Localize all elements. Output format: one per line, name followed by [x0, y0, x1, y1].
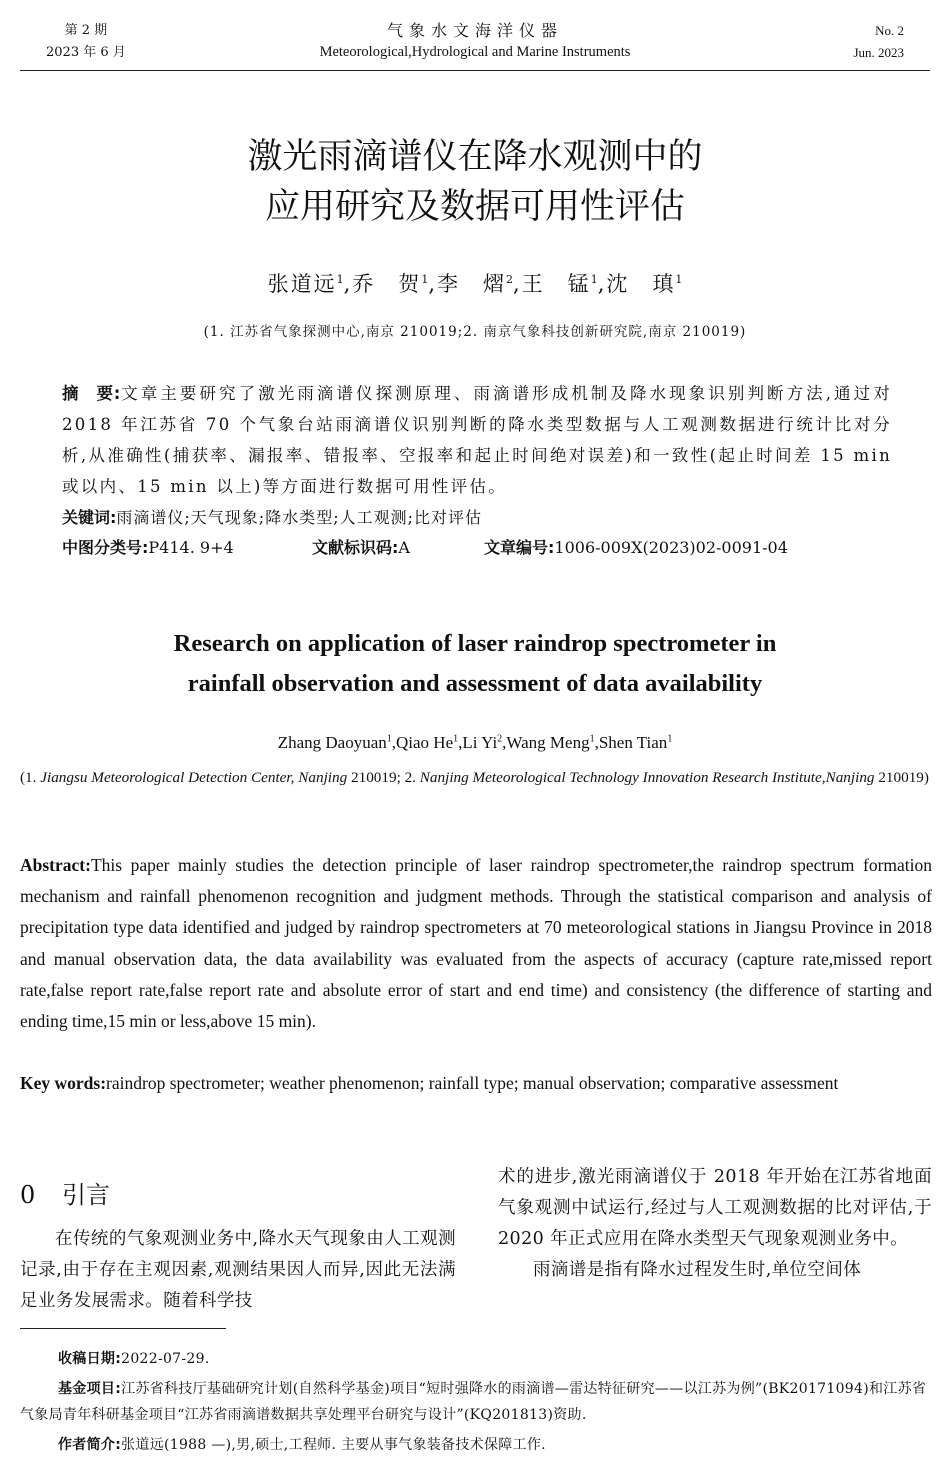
funding-text: 江苏省科技厅基础研究计划(自然科学基金)项目“短时强降水的雨滴谱—雷达特征研究——以江苏为例”(BK20171094)和江苏省气象局青年科研基金项目“江苏省雨滴谱数据共享处理平台研究与设计”(KQ201813)资助. [20, 1381, 927, 1423]
author-en: Qiao He [396, 733, 454, 752]
author-list-cn [0, 268, 950, 298]
author-affil-marker: 1 [590, 273, 598, 286]
affiliations-en [20, 764, 932, 792]
issue-number-cn: 第 2 期 [64, 23, 108, 38]
abstract-text-cn: 文章主要研究了激光雨滴谱仪探测原理、雨滴谱形成机制及降水现象识别判断方法,通过对 2018 年江苏省 70 个气象台站雨滴谱仪识别判断的降水类型数据与人工观测数据进行统计比对分析,从准确性(捕获率、漏报率、错报率、空报率和起止时间绝对误差)和一致性(起止时间差 15 min 或以内、15 min 以上)等方面进行数据可用性评估。 [62, 384, 892, 496]
author-separator: , [597, 272, 607, 296]
section-title: 引言 [62, 1181, 110, 1209]
author-cn: 沈 瑱 [606, 272, 676, 296]
clc-value: P414. 9+4 [148, 538, 234, 557]
affil-en-institution-2: Nanjing Meteorological Technology Innovation Research Institute [419, 769, 822, 786]
footnote-funding [20, 1376, 932, 1428]
footnote-divider [20, 1328, 226, 1329]
author-affil-marker: 2 [506, 273, 513, 286]
author-bio-text: 张道远(1988 —),男,硕士,工程师. 主要从事气象装备技术保障工作. [121, 1437, 546, 1453]
title-cn-line-2: 应用研究及数据可用性评估 [264, 187, 685, 227]
clc-label: 中图分类号: [62, 538, 149, 557]
received-label: 收稿日期: [58, 1351, 122, 1367]
title-en-line-1: Research on application of laser raindrop spectrometer in [173, 630, 777, 657]
author-en: Li Yi [462, 733, 498, 752]
footnote-received [20, 1346, 932, 1372]
keywords-en [20, 1068, 932, 1099]
body-paragraph: 术的进步,激光雨滴谱仪于 2018 年开始在江苏省地面气象观测中试运行,经过与人工观测数据的比对评估,于 2020 年正式应用在降水类型天气现象观测业务中。 [498, 1167, 932, 1249]
article-number-label: 文章编号: [484, 538, 555, 557]
doc-code-value: A [398, 538, 410, 557]
title-cn-line-1: 激光雨滴谱仪在降水观测中的 [247, 137, 703, 177]
author-separator: , [343, 272, 353, 296]
author-affil-marker: 1 [453, 733, 459, 745]
author-affil-marker: 1 [421, 273, 429, 286]
header-issue-en [853, 20, 904, 64]
doc-code-label: 文献标识码: [312, 538, 399, 557]
body-paragraph: 在传统的气象观测业务中,降水天气现象由人工观测记录,由于存在主观因素,观测结果因人而异,因此无法满足业务发展需求。随着科学技 [20, 1229, 456, 1311]
body-paragraph: 雨滴谱是指有降水过程发生时,单位空间体 [533, 1260, 862, 1280]
affil-en-close: 210019) [874, 769, 929, 786]
affil-en-mid: 210019; 2. [347, 769, 420, 786]
issue-date-en: Jun. 2023 [853, 45, 904, 60]
author-cn: 李 熠 [437, 272, 506, 296]
body-column-right [498, 1162, 932, 1286]
author-affil-marker: 1 [336, 273, 344, 286]
footnote-author-bio [20, 1432, 932, 1458]
author-cn: 张道远 [267, 272, 337, 296]
keywords-cn [62, 503, 892, 533]
author-list-en: Zhang Daoyuan$^1$,Qiao He$^1$,Li Yi$^2$,Wang Meng$^1$,Shen Tian$^1$ [277, 733, 673, 752]
author-affil-marker: 2 [497, 733, 503, 745]
abstract-en [20, 850, 932, 1037]
section-heading [20, 1175, 110, 1210]
keywords-label-en: Key words: [20, 1073, 107, 1093]
author-en: Wang Meng [506, 733, 590, 752]
title-en-line-2: rainfall observation and assessment of data availability [187, 670, 763, 697]
author-affil-marker: 1 [386, 733, 392, 745]
author-separator: , [428, 272, 437, 296]
journal-name-en: Meteorological,Hydrological and Marine Instruments [319, 44, 631, 60]
abstract-label-cn: 摘 要: [62, 384, 121, 403]
affil-en-city-1: , Nanjing [290, 769, 348, 786]
affil-en-city-2: ,Nanjing [821, 769, 875, 786]
body-column-left [20, 1224, 456, 1317]
author-cn: 王 锰 [521, 272, 591, 296]
author-bio-label: 作者简介: [58, 1437, 122, 1453]
keywords-text-cn: 雨滴谱仪;天气现象;降水类型;人工观测;比对评估 [116, 508, 482, 527]
author-affil-marker: 1 [667, 733, 673, 745]
issue-date-cn: 2023 年 6 月 [46, 45, 126, 60]
issue-number-en: No. 2 [875, 23, 904, 38]
article-number-value: 1006-009X(2023)02-0091-04 [554, 538, 788, 557]
header-divider [20, 70, 930, 71]
affil-en-open: (1. [20, 769, 41, 786]
abstract-text-en: This paper mainly studies the detection principle of laser raindrop spectrometer,the raindrop spectrum formation mechanism and rainfall phenomenon recognition and judgment methods. Through the statistical comparison and analysis of precipitation type data identified and judged by raindrop spectrometers at 70 meteorological stations in Jiangsu Province in 2018 and manual observation data, the data availability was evaluated from the aspects of accuracy (capture rate,missed report rate,false report rate,false report rate and absolute error of start and end time) and consistency (the difference of starting and ending time,15 min or less,above 15 min). [20, 855, 932, 1032]
abstract-label-en: Abstract: [20, 855, 91, 875]
author-en: Shen Tian [598, 733, 668, 752]
author-affil-marker: 1 [675, 273, 683, 286]
keywords-label-cn: 关键词: [62, 508, 117, 527]
classification-line [62, 533, 892, 563]
section-number: 0 [20, 1181, 36, 1209]
author-en: Zhang Daoyuan [277, 733, 387, 752]
author-affil-marker: 1 [589, 733, 595, 745]
author-separator: , [513, 272, 522, 296]
received-date: 2022-07-29. [121, 1351, 210, 1367]
paper-title-en [0, 624, 950, 704]
keywords-text-en: raindrop spectrometer; weather phenomenon; rainfall type; manual observation; comparative assessment [106, 1073, 839, 1093]
affiliations-cn: (1. 江苏省气象探测中心,南京 210019;2. 南京气象科技创新研究院,南京 210019) [203, 324, 747, 340]
journal-header [0, 20, 950, 62]
affil-en-institution-1: Jiangsu Meteorological Detection Center [40, 769, 291, 786]
author-cn: 乔 贺 [352, 272, 422, 296]
funding-label: 基金项目: [58, 1381, 122, 1397]
paper-title-cn [0, 132, 950, 232]
abstract-cn [62, 378, 892, 502]
journal-name-cn: 气象水文海洋仪器 [386, 21, 563, 40]
